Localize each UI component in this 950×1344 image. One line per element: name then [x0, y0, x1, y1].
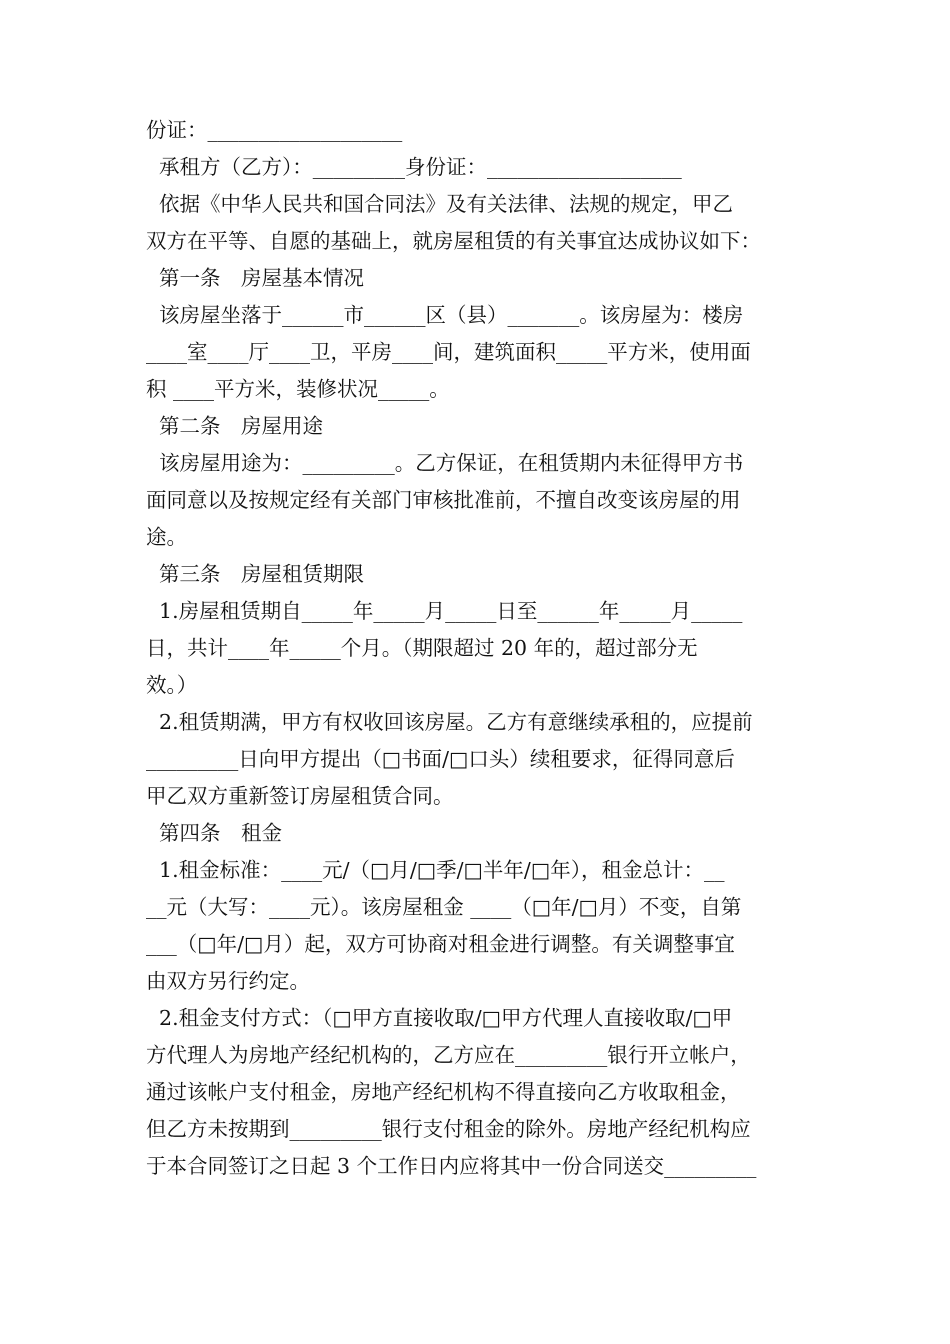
text-line: 日，共计____年_____个月。（期限超过 20 年的，超过部分无: [146, 636, 698, 660]
text-line: 份证：___________________: [146, 118, 403, 142]
text-line: __元（大写：____元）。该房屋租金 ____（□年/□月）不变，自第: [146, 895, 742, 919]
text-line: 1.房屋租赁期自_____年_____月_____日至______年_____月_____: [146, 599, 743, 623]
text-line: 积 ____平方米，装修状况_____。: [146, 377, 450, 401]
text-line: 但乙方未按期到_________银行支付租金的除外。房地产经纪机构应: [146, 1117, 751, 1141]
text-line: 由双方另行约定。: [146, 969, 310, 993]
article-heading: 第一条 房屋基本情况: [146, 266, 365, 290]
article-heading: 第四条 租金: [146, 821, 283, 845]
text-line: 承租方（乙方）：_________身份证：___________________: [146, 155, 682, 179]
text-line: 方代理人为房地产经纪机构的，乙方应在_________银行开立帐户，: [146, 1043, 751, 1067]
text-line: ____室____厅____卫，平房____间，建筑面积_____平方米，使用面: [146, 340, 751, 364]
text-line: 效。）: [146, 673, 198, 697]
text-line: 2.租金支付方式：（□甲方直接收取/□甲方代理人直接收取/□甲: [146, 1006, 733, 1030]
text-line: 面同意以及按规定经有关部门审核批准前，不擅自改变该房屋的用: [146, 488, 741, 512]
text-line: 该房屋用途为：_________。乙方保证，在租赁期内未征得甲方书: [146, 451, 744, 475]
article-heading: 第二条 房屋用途: [146, 414, 324, 438]
text-line: 于本合同签订之日起 3 个工作日内应将其中一份合同送交_________: [146, 1154, 757, 1178]
text-line: 甲乙双方重新签订房屋租赁合同。: [146, 784, 454, 808]
text-line: ___（□年/□月）起，双方可协商对租金进行调整。有关调整事宜: [146, 932, 735, 956]
text-line: 依据《中华人民共和国合同法》及有关法律、法规的规定，甲乙: [146, 192, 734, 216]
document-page: [146, 112, 806, 1185]
text-line: 该房屋坐落于______市______区（县）_______。该房屋为：楼房: [146, 303, 744, 327]
text-line: 通过该帐户支付租金，房地产经纪机构不得直接向乙方收取租金，: [146, 1080, 741, 1104]
text-line: 途。: [146, 525, 187, 549]
text-line: 2.租赁期满，甲方有权收回该房屋。乙方有意继续承租的，应提前: [146, 710, 753, 734]
text-line: _________日向甲方提出（□书面/□口头）续租要求，征得同意后: [146, 747, 735, 771]
text-line: 1.租金标准：____元/（□月/□季/□半年/□年），租金总计：__: [146, 858, 725, 882]
text-line: 双方在平等、自愿的基础上，就房屋租赁的有关事宜达成协议如下：: [146, 229, 761, 253]
article-heading: 第三条 房屋租赁期限: [146, 562, 365, 586]
